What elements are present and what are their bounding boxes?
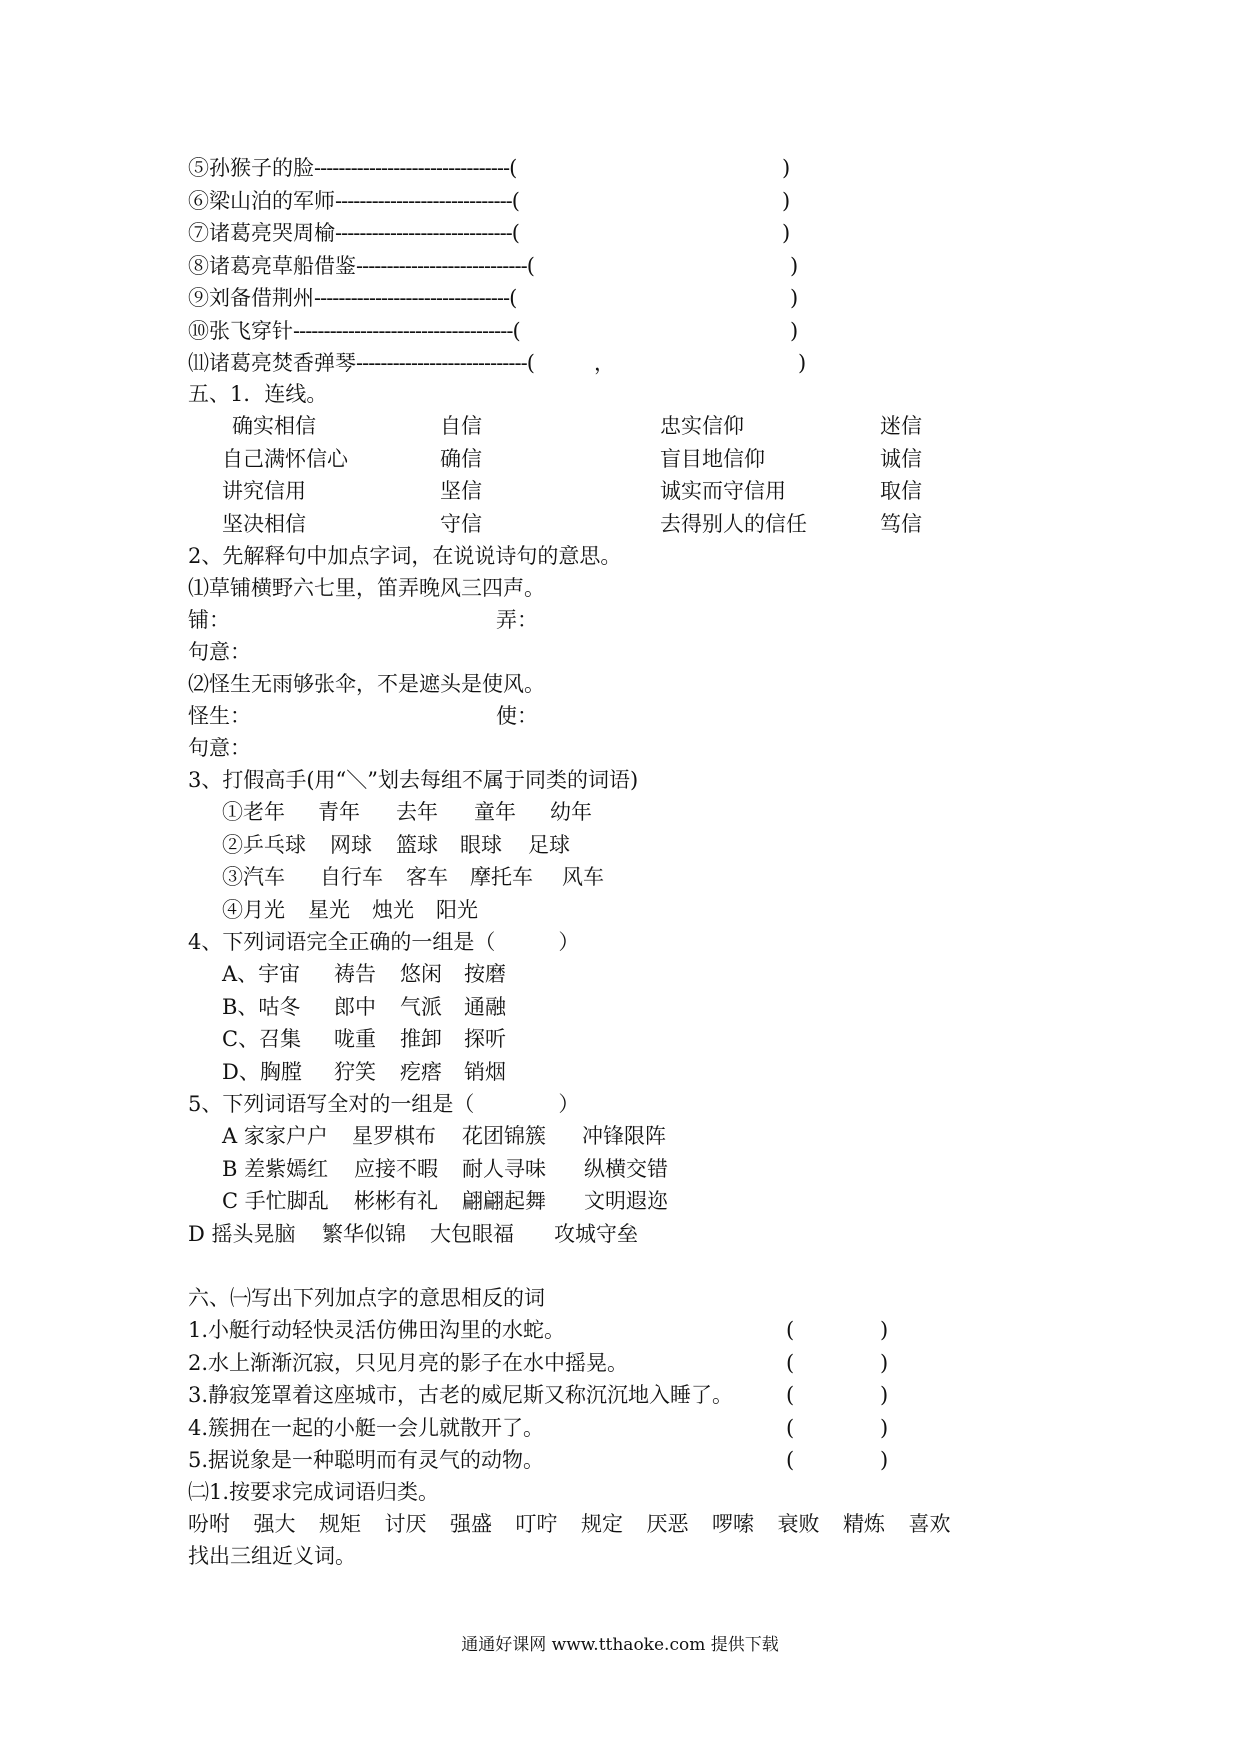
word-group-item: 眼球 (460, 832, 502, 857)
label-nong: 弄： (496, 608, 538, 632)
word-group-item: 幼年 (550, 800, 592, 824)
word-group-item: 青年 (318, 800, 360, 824)
list-item-close-paren: ) (798, 351, 807, 375)
section-5-title: 五、1．连线。 (188, 382, 328, 406)
option-item: 大包眼福 (430, 1221, 514, 1246)
list-item (188, 284, 517, 312)
antonym-sentence: 3.静寂笼罩着这座城市，古老的威尼斯又称沉沉地入睡了。 (188, 1383, 734, 1407)
list-item-dashes: ----------------------------- (335, 221, 512, 245)
option-item: C 手忙脚乱 (222, 1189, 329, 1213)
connect-cell: 确实相信 (232, 414, 316, 438)
list-item (188, 317, 521, 345)
list-item-dashes: -------------------------------- (314, 156, 510, 180)
list-item-comma: ， (594, 351, 615, 375)
word-group-item: 童年 (474, 800, 516, 824)
option-item: A 家家户户 (222, 1124, 328, 1148)
connect-cell: 盲目地信仰 (660, 446, 765, 471)
list-item-open-paren: ( (511, 221, 520, 245)
list-item (188, 219, 520, 247)
list-item-close-paren: ) (790, 318, 799, 343)
word-bank-item: 叮咛 (515, 1512, 558, 1536)
answer-open-paren: ( (786, 1350, 795, 1375)
option-item: 翩翩起舞 (462, 1189, 546, 1213)
connect-cell: 笃信 (880, 511, 922, 536)
list-item-open-paren: ( (511, 188, 520, 213)
list-item (188, 154, 517, 182)
label-shi: 使： (496, 704, 538, 728)
section-6-title: 六、㈠写出下列加点字的意思相反的词 (188, 1286, 545, 1310)
list-item-close-paren: ) (782, 156, 791, 180)
option-item: D 摇头晃脑 (188, 1221, 296, 1246)
answer-close-paren: ) (880, 1415, 889, 1440)
option-item: 疙瘩 (400, 1059, 442, 1084)
option-item: 纵横交错 (584, 1156, 668, 1181)
option-item: 花团锦簇 (462, 1124, 546, 1148)
list-item-text: ⑧诸葛亮草船借鉴 (188, 253, 356, 278)
word-bank-item: 规定 (581, 1512, 623, 1536)
list-item-text: ⑦诸葛亮哭周榆 (188, 221, 335, 245)
answer-close-paren: ) (880, 1383, 889, 1407)
option-item: A、宇宙 (222, 962, 301, 986)
word-group-item: 烛光 (372, 897, 414, 922)
word-bank-item: 强大 (253, 1512, 296, 1536)
word-group-item: 自行车 (320, 865, 383, 889)
option-item: 彬彬有礼 (354, 1189, 438, 1213)
poem-line-1: ⑴草铺横野六七里，笛弄晚风三四声。 (188, 576, 545, 600)
list-item-open-paren: ( (526, 253, 535, 278)
connect-cell: 讲究信用 (222, 479, 306, 503)
connect-cell: 确信 (440, 446, 482, 471)
option-item: 气派 (400, 994, 442, 1019)
list-item-dashes: ---------------------------- (356, 253, 527, 278)
option-item: 祷告 (334, 962, 376, 986)
find-synonyms-line: 找出三组近义词。 (188, 1544, 356, 1568)
question-3-title: 3、打假高手(用“＼”划去每组不属于同类的词语) (188, 768, 639, 792)
answer-open-paren: ( (786, 1383, 795, 1407)
word-bank-item: 啰嗦 (712, 1512, 754, 1536)
list-item-close-paren: ) (790, 286, 799, 310)
antonym-sentence: 2.水上渐渐沉寂，只见月亮的影子在水中摇晃。 (188, 1350, 629, 1375)
list-item (188, 349, 535, 377)
option-item: 郎中 (334, 994, 376, 1019)
option-item: 耐人寻味 (462, 1156, 546, 1181)
answer-close-paren: ) (880, 1318, 889, 1342)
word-group-item: 篮球 (396, 832, 438, 857)
word-group-item: 客车 (406, 865, 448, 889)
question-2-title: 2、先解释句中加点字词，在说说诗句的意思。 (188, 544, 622, 568)
option-item: 攻城守垒 (554, 1221, 638, 1246)
word-group-item: 足球 (528, 832, 570, 857)
list-item-dashes: ---------------------------- (356, 351, 527, 375)
list-item-text: ⑨刘备借荆州 (188, 286, 314, 310)
list-item-dashes: -------------------------------- (314, 286, 510, 310)
option-item: 狞笑 (334, 1059, 376, 1084)
option-item: 推卸 (400, 1027, 442, 1051)
connect-cell: 守信 (440, 511, 482, 536)
option-item: 探听 (464, 1027, 506, 1051)
list-item-text: ⑥梁山泊的军师 (188, 188, 335, 213)
list-item (188, 252, 535, 280)
connect-cell: 自信 (440, 414, 482, 438)
option-item: 按磨 (464, 962, 506, 986)
option-item: 冲锋限阵 (582, 1124, 666, 1148)
word-group-item: ④月光 (222, 897, 285, 922)
question-4-title: 4、下列词语完全正确的一组是（ ） (188, 930, 580, 954)
connect-cell: 诚实而守信用 (660, 479, 786, 503)
option-item: 通融 (464, 994, 506, 1019)
option-item: 繁华似锦 (322, 1221, 406, 1246)
word-bank-item: 讨厌 (384, 1512, 427, 1536)
list-item-close-paren: ) (782, 221, 791, 245)
page-footer: 通通好课网 www.tthaoke.com 提供下载 (461, 1635, 779, 1655)
option-item: 应接不暇 (354, 1156, 438, 1181)
connect-cell: 忠实信仰 (660, 414, 744, 438)
word-bank-item: 规矩 (319, 1512, 361, 1536)
question-5-title: 5、下列词语写全对的一组是（ ） (188, 1092, 580, 1116)
list-item-text: ⑾诸葛亮焚香弹琴 (188, 351, 356, 375)
word-group-item: 风车 (562, 865, 604, 889)
list-item (188, 187, 520, 215)
list-item-open-paren: ( (509, 156, 518, 180)
option-item: 文明遐迩 (584, 1189, 668, 1213)
word-bank-item: 强盛 (450, 1512, 492, 1536)
option-item: 咙重 (334, 1027, 376, 1051)
option-item: 星罗棋布 (352, 1124, 436, 1148)
answer-open-paren: ( (786, 1415, 795, 1440)
label-pu: 铺： (188, 608, 230, 632)
word-group-item: 星光 (308, 897, 350, 922)
word-bank-item: 吩咐 (188, 1512, 230, 1536)
list-item-text: ⑩张飞穿针 (188, 318, 293, 343)
option-item: D、胸膛 (222, 1059, 302, 1084)
word-bank-item: 喜欢 (908, 1512, 951, 1536)
connect-cell: 坚信 (440, 479, 482, 503)
option-item: 销烟 (464, 1059, 506, 1084)
word-group-item: 网球 (330, 832, 372, 857)
answer-open-paren: ( (786, 1318, 795, 1342)
option-item: B、咕冬 (222, 994, 301, 1019)
list-item-text: ⑤孙猴子的脸 (188, 156, 314, 180)
antonym-sentence: 5.据说象是一种聪明而有灵气的动物。 (188, 1448, 545, 1472)
answer-open-paren: ( (786, 1448, 795, 1472)
word-group-item: 去年 (396, 800, 438, 824)
antonym-sentence: 4.簇拥在一起的小艇一会儿就散开了。 (188, 1415, 545, 1440)
connect-cell: 自己满怀信心 (222, 446, 348, 471)
antonym-sentence: 1.小艇行动轻快灵活仿佛田沟里的水蛇。 (188, 1318, 566, 1342)
poem-line-2: ⑵怪生无雨够张伞，不是遮头是使风。 (188, 672, 545, 696)
connect-cell: 坚决相信 (222, 511, 306, 536)
list-item-dashes: ------------------------------------ (293, 318, 513, 343)
word-bank-item: 精炼 (843, 1512, 885, 1536)
word-group-item: ③汽车 (222, 865, 285, 889)
option-item: 悠闲 (400, 962, 442, 986)
section-6-sub2-title: ㈡1.按要求完成词语归类。 (188, 1480, 440, 1504)
list-item-close-paren: ) (782, 188, 791, 213)
word-group-item: 摩托车 (470, 865, 533, 889)
list-item-open-paren: ( (509, 286, 518, 310)
word-group-item: 阳光 (436, 897, 478, 922)
connect-cell: 取信 (880, 479, 922, 503)
word-group-item: ②乒乓球 (222, 832, 306, 857)
list-item-dashes: ----------------------------- (335, 188, 512, 213)
connect-cell: 诚信 (880, 446, 922, 471)
word-group-item: ①老年 (222, 800, 285, 824)
answer-close-paren: ) (880, 1350, 889, 1375)
list-item-close-paren: ) (790, 253, 799, 278)
option-item: C、召集 (222, 1027, 302, 1051)
answer-close-paren: ) (880, 1448, 889, 1472)
list-item-open-paren: ( (526, 351, 535, 375)
label-meaning-2: 句意： (188, 736, 251, 760)
connect-cell: 迷信 (880, 414, 922, 438)
label-guaisheng: 怪生： (188, 704, 251, 728)
connect-cell: 去得别人的信任 (660, 511, 807, 536)
label-meaning-1: 句意： (188, 640, 251, 664)
word-bank-item: 厌恶 (646, 1512, 689, 1536)
option-item: B 差紫嫣红 (222, 1156, 329, 1181)
word-bank-item: 衰败 (777, 1512, 820, 1536)
list-item-open-paren: ( (512, 318, 521, 343)
